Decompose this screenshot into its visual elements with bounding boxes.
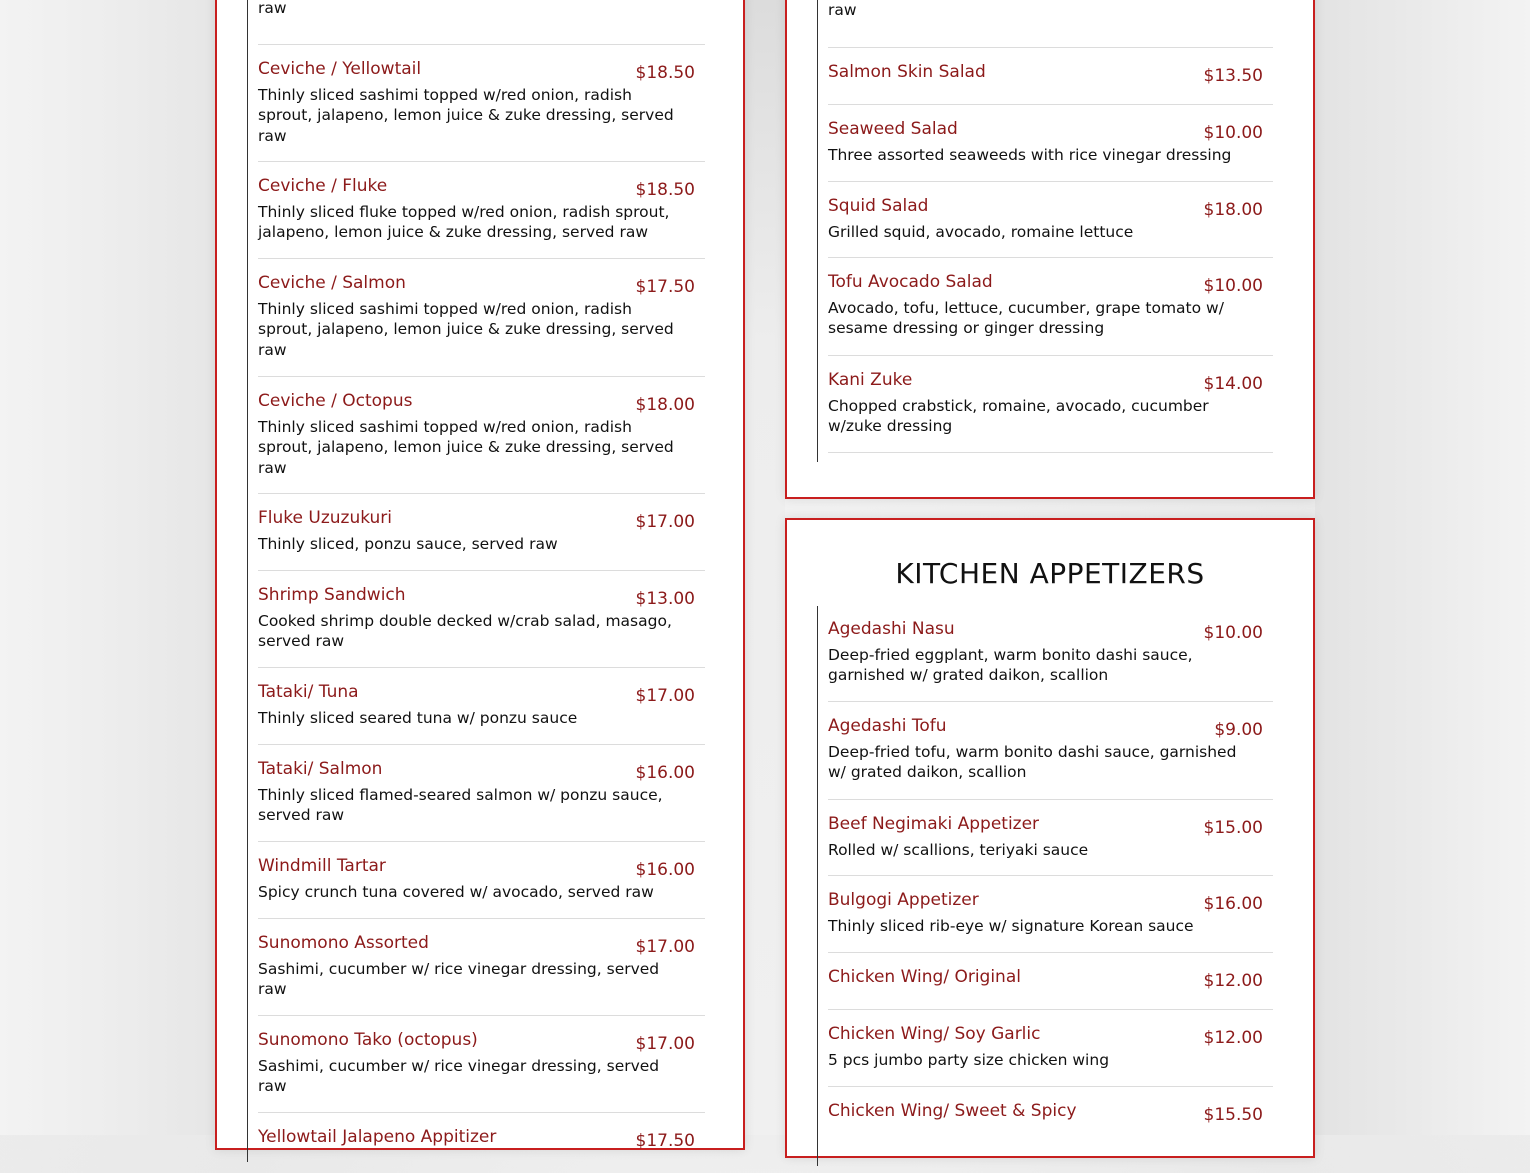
menu-item-description: Thinly sliced seared tuna w/ ponzu sauce <box>258 709 578 727</box>
menu-item-name: Ceviche / Yellowtail <box>258 59 422 79</box>
menu-item[interactable] <box>828 876 1273 953</box>
menu-item[interactable] <box>258 1016 705 1113</box>
menu-list <box>258 0 705 1173</box>
menu-item[interactable] <box>828 702 1273 800</box>
menu-item-description: Chopped crabstick, romaine, avocado, cucumber w/zuke dressing <box>828 397 1209 436</box>
menu-item[interactable] <box>828 356 1273 453</box>
menu-item-description: Rolled w/ scallions, teriyaki sauce <box>828 841 1089 859</box>
menu-item[interactable] <box>828 182 1273 258</box>
menu-item-description: Cooked shrimp double decked w/crab salad, masago, served raw <box>258 612 672 651</box>
menu-item-price: $12.00 <box>1203 971 1263 991</box>
menu-item[interactable] <box>258 842 705 919</box>
menu-item[interactable] <box>828 1087 1273 1147</box>
menu-item-name: Agedashi Nasu <box>828 619 955 639</box>
kitchen-appetizers-panel <box>785 518 1315 1158</box>
menu-item-price: $17.50 <box>635 277 695 297</box>
menu-item[interactable] <box>258 919 705 1016</box>
section-title: KITCHEN APPETIZERS <box>895 557 1205 590</box>
menu-item-description: Thinly sliced rib-eye w/ signature Korean sauce <box>828 917 1194 935</box>
menu-item[interactable] <box>258 668 705 745</box>
menu-item-price: $10.00 <box>1203 276 1263 296</box>
menu-item-name: Agedashi Tofu <box>828 716 947 736</box>
menu-item-description: Thinly sliced flamed-seared salmon w/ ponzu sauce, served raw <box>258 786 663 825</box>
menu-item-name: Chicken Wing/ Original <box>828 967 1021 987</box>
menu-item-price: $16.00 <box>635 763 695 783</box>
menu-item-name: Seaweed Salad <box>828 119 958 139</box>
menu-item-name: Tofu Avocado Salad <box>828 272 993 292</box>
menu-item[interactable] <box>258 259 705 377</box>
menu-item-price: $18.00 <box>1203 200 1263 220</box>
menu-item[interactable] <box>258 0 705 45</box>
menu-list <box>828 0 1273 453</box>
menu-item[interactable] <box>258 571 705 668</box>
menu-item-description: Sashimi, cucumber w/ rice vinegar dressing, served raw <box>258 960 660 999</box>
menu-item[interactable] <box>258 494 705 571</box>
menu-item-description: Avocado, tofu, lettuce, cucumber, grape tomato w/ sesame dressing or ginger dressing <box>828 299 1224 338</box>
menu-item-description: Deep-fried tofu, warm bonito dashi sauce, garnished w/ grated daikon, scallion <box>828 743 1237 782</box>
panel-divider-line <box>247 0 248 1162</box>
menu-item-description: Thinly sliced sashimi topped w/red onion, radish sprout, jalapeno, lemon juice & zuke dressing, served raw <box>258 86 674 145</box>
menu-item-description: Grilled squid, avocado, romaine lettuce <box>828 223 1134 241</box>
menu-item-description: Thinly sliced fluke topped w/red onion, radish sprout, jalapeno, lemon juice & zuke dressing, served raw <box>258 203 670 242</box>
menu-item-price: $17.00 <box>635 512 695 532</box>
menu-item[interactable] <box>258 45 705 162</box>
menu-item[interactable] <box>828 953 1273 1010</box>
menu-item-price: $17.00 <box>635 1034 695 1054</box>
menu-item-name: Ceviche / Octopus <box>258 391 413 411</box>
menu-item[interactable] <box>258 377 705 494</box>
menu-item-price: $17.00 <box>635 937 695 957</box>
menu-item-description: Deep-fried eggplant, warm bonito dashi sauce, garnished w/ grated daikon, scallion <box>828 646 1193 685</box>
page-background-right <box>1315 0 1530 1135</box>
menu-item-name: Salmon Skin Salad <box>828 62 986 82</box>
menu-item[interactable] <box>828 0 1273 48</box>
menu-item-price: $16.00 <box>1203 894 1263 914</box>
menu-item-price: $9.00 <box>1214 720 1263 740</box>
menu-item-description: Thinly sliced, ponzu sauce, served raw <box>258 535 558 553</box>
menu-item[interactable] <box>828 1010 1273 1087</box>
menu-item[interactable] <box>258 162 705 259</box>
menu-item-name: Beef Negimaki Appetizer <box>828 814 1040 834</box>
menu-item-description: Spicy crunch tuna covered w/ avocado, served raw <box>258 883 654 901</box>
menu-item-name: Ceviche / Salmon <box>258 273 406 293</box>
menu-item-description: raw <box>828 1 857 20</box>
menu-item-name: Sunomono Tako (octopus) <box>258 1030 478 1050</box>
menu-item-price: $18.50 <box>635 63 695 83</box>
menu-item-name: Fluke Uzuzukuri <box>258 508 393 528</box>
menu-item-name: Sunomono Assorted <box>258 933 429 953</box>
menu-item-price: $18.00 <box>635 395 695 415</box>
menu-item[interactable] <box>828 605 1273 702</box>
menu-item-price: $13.50 <box>1203 66 1263 86</box>
menu-item-name: Kani Zuke <box>828 370 913 390</box>
menu-item-description: Sashimi, cucumber w/ rice vinegar dressing, served raw <box>258 1057 660 1096</box>
menu-item-price: $10.00 <box>1203 123 1263 143</box>
menu-item-name: Yellowtail Jalapeno Appitizer <box>258 1127 497 1147</box>
menu-item-price: $18.50 <box>635 180 695 200</box>
menu-item-name: Ceviche / Fluke <box>258 176 388 196</box>
menu-item-description: Three assorted seaweeds with rice vinegar dressing <box>828 146 1232 164</box>
menu-item[interactable] <box>258 745 705 842</box>
menu-item-price: $15.00 <box>1203 818 1263 838</box>
raw-appetizers-panel <box>215 0 745 1150</box>
menu-item[interactable] <box>828 105 1273 182</box>
panel-divider-line <box>817 606 818 1166</box>
menu-item-description: raw <box>258 0 287 18</box>
menu-list <box>828 605 1273 1147</box>
menu-item-price: $10.00 <box>1203 623 1263 643</box>
menu-item[interactable] <box>258 1113 705 1173</box>
menu-item-name: Tataki/ Salmon <box>258 759 383 779</box>
menu-item-description: 5 pcs jumbo party size chicken wing <box>828 1051 1110 1069</box>
menu-item[interactable] <box>828 800 1273 876</box>
menu-item-price: $15.50 <box>1203 1105 1263 1125</box>
menu-item-price: $14.00 <box>1203 374 1263 394</box>
menu-item-price: $13.00 <box>635 589 695 609</box>
panel-divider-line <box>817 0 818 462</box>
menu-item-name: Squid Salad <box>828 196 929 216</box>
menu-item-description: Thinly sliced sashimi topped w/red onion, radish sprout, jalapeno, lemon juice & zuke dressing, served raw <box>258 418 674 477</box>
menu-item-name: Windmill Tartar <box>258 856 386 876</box>
menu-item-name: Chicken Wing/ Soy Garlic <box>828 1024 1041 1044</box>
page-background-middle <box>745 0 785 1135</box>
salads-panel <box>785 0 1315 499</box>
menu-item-name: Chicken Wing/ Sweet & Spicy <box>828 1101 1077 1121</box>
menu-item-price: $16.00 <box>635 860 695 880</box>
menu-item-price: $17.50 <box>635 1131 695 1151</box>
menu-item-name: Tataki/ Tuna <box>258 682 359 702</box>
menu-item[interactable] <box>828 48 1273 105</box>
menu-item[interactable] <box>828 258 1273 356</box>
menu-item-description: Thinly sliced sashimi topped w/red onion, radish sprout, jalapeno, lemon juice & zuke dressing, served raw <box>258 300 674 359</box>
menu-item-price: $12.00 <box>1203 1028 1263 1048</box>
menu-item-price: $17.00 <box>635 686 695 706</box>
menu-item-name: Bulgogi Appetizer <box>828 890 979 910</box>
menu-item-name: Shrimp Sandwich <box>258 585 406 605</box>
page-background-left <box>0 0 215 1135</box>
